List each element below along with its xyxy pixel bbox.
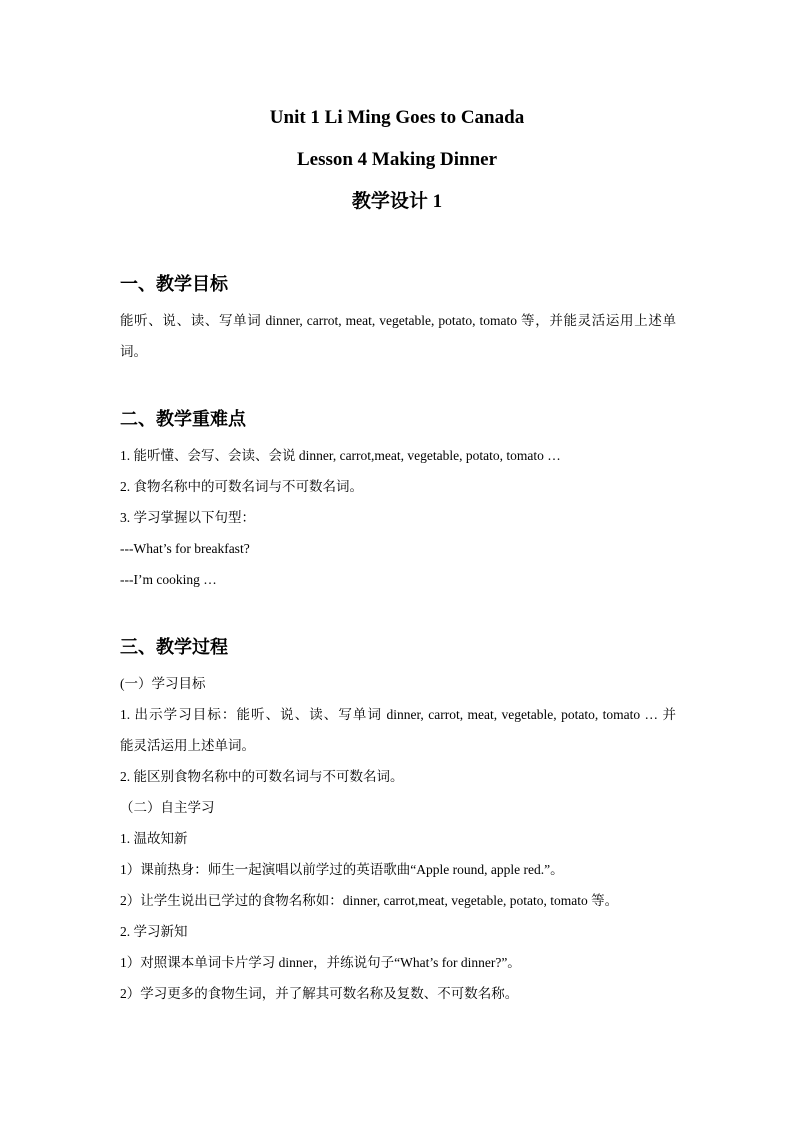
process-line: (一）学习目标 [120, 676, 206, 691]
key-point-item: 2. 食物名称中的可数名词与不可数名词。 [120, 479, 363, 494]
key-point-item: 3. 学习掌握以下句型： [120, 510, 255, 525]
section-heading-objectives: 一、教学目标 [120, 274, 228, 294]
process-line: 1）对照课本单词卡片学习 dinner，并练说句子“What’s for dinner?”。 [120, 955, 521, 970]
key-point-item: 1. 能听懂、会写、会读、会说 dinner, carrot,meat, vegetable, potato, tomato … [120, 448, 561, 463]
sentence-pattern: ---What’s for breakfast? [120, 541, 250, 556]
document-title-unit: Unit 1 Li Ming Goes to Canada [269, 107, 525, 128]
document-title-design: 教学设计 1 [351, 191, 443, 212]
process-line: 能灵活运用上述单词。 [120, 738, 255, 753]
process-line: 2. 学习新知 [120, 924, 188, 939]
process-line: （二）自主学习 [120, 800, 215, 815]
objectives-paragraph-line: 词。 [120, 344, 147, 359]
objectives-paragraph-line: 能听、说、读、写单词 dinner, carrot, meat, vegetable, potato, tomato 等，并能灵活运用上述单 [120, 313, 676, 328]
process-line: 1）课前热身：师生一起演唱以前学过的英语歌曲“Apple round, apple red.”。 [120, 862, 564, 877]
section-heading-key-points: 二、教学重难点 [120, 409, 246, 429]
process-line: 2. 能区别食物名称中的可数名词与不可数名词。 [120, 769, 404, 784]
process-line: 2）让学生说出已学过的食物名称如：dinner, carrot,meat, vegetable, potato, tomato 等。 [120, 893, 619, 908]
process-line: 2）学习更多的食物生词，并了解其可数名称及复数、不可数名称。 [120, 986, 519, 1001]
section-heading-process: 三、教学过程 [120, 637, 228, 657]
process-line: 1. 出示学习目标：能听、说、读、写单词 dinner, carrot, meat, vegetable, potato, tomato … 并 [120, 707, 676, 722]
sentence-pattern: ---I’m cooking … [120, 572, 217, 587]
process-line: 1. 温故知新 [120, 831, 188, 846]
document-title-lesson: Lesson 4 Making Dinner [296, 149, 498, 170]
